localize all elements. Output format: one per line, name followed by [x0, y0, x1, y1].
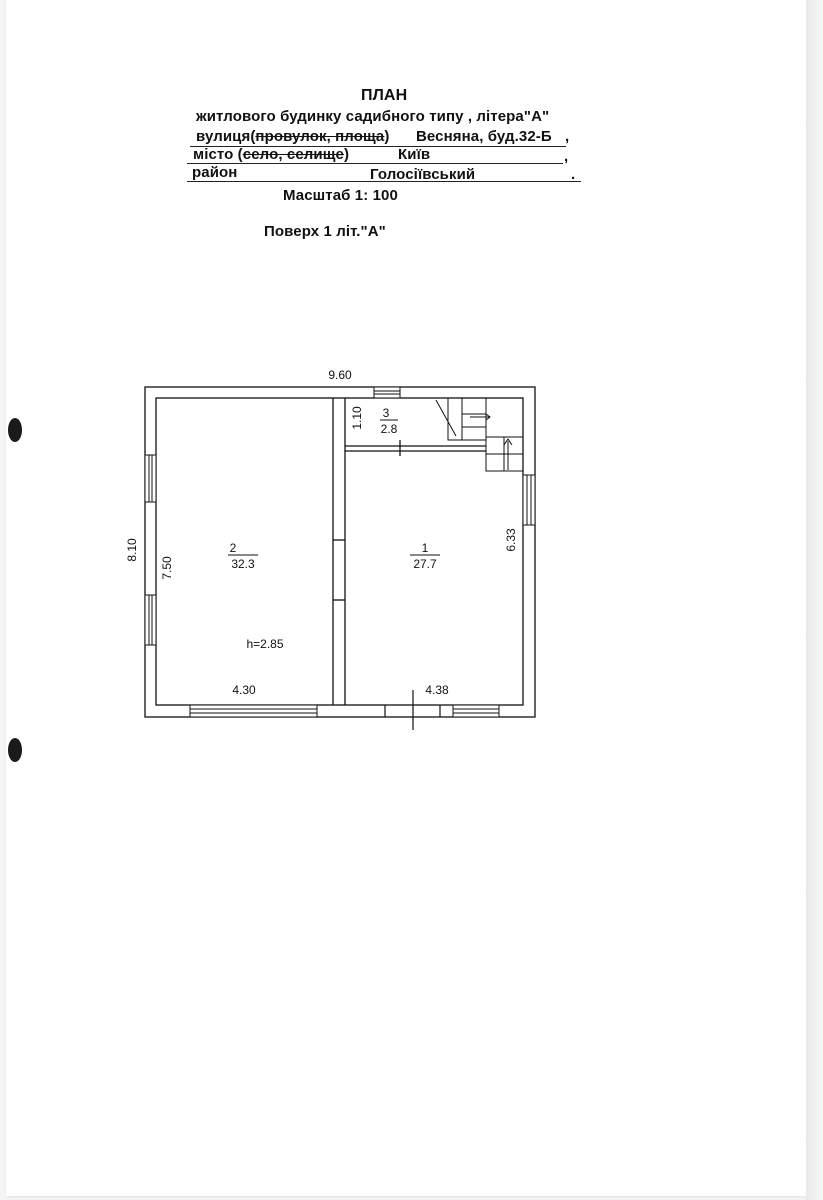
dim-bottom-right: 4.38 — [425, 683, 449, 697]
room-1-number: 1 — [421, 541, 429, 555]
dim-bottom-left: 4.30 — [232, 683, 256, 697]
room-3-number: 3 — [382, 406, 390, 420]
district-period: . — [571, 166, 576, 183]
room-3-area: 2.8 — [380, 422, 398, 436]
street-comma: , — [565, 128, 570, 145]
dim-left-inner: 7.50 — [160, 556, 174, 580]
street-prefix: вулиця( — [196, 128, 256, 145]
plan-title: ПЛАН — [361, 87, 408, 104]
dim-right: 6.33 — [504, 528, 518, 552]
district-label: район — [192, 164, 238, 181]
dim-top: 9.60 — [328, 368, 352, 382]
city-suffix: ) — [343, 146, 350, 163]
inner-wall — [156, 398, 523, 705]
building-type: житлового будинку садибного типу , літера"А" — [196, 108, 550, 125]
room-2-area: 32.3 — [231, 557, 255, 571]
city-prefix: місто ( — [193, 146, 243, 163]
ceiling-height: h=2.85 — [246, 637, 284, 651]
window-left-1 — [145, 455, 156, 502]
room-2-number: 2 — [229, 541, 237, 555]
floor-label: Поверх 1 літ."А" — [264, 223, 386, 240]
staircase — [436, 398, 523, 471]
window-bottom-left — [190, 705, 317, 717]
dim-left-outer: 8.10 — [125, 538, 139, 562]
street-value: Весняна, буд.32-Б — [416, 128, 552, 145]
windows — [145, 387, 535, 717]
outer-wall — [145, 387, 535, 717]
window-left-2 — [145, 595, 156, 645]
street-suffix: ) — [384, 128, 390, 145]
district-value: Голосіївський — [370, 166, 476, 183]
scale-label: Масштаб 1: 100 — [283, 187, 398, 204]
window-right — [523, 475, 535, 525]
window-bottom-right — [453, 705, 499, 717]
room-1-area: 27.7 — [413, 557, 437, 571]
city-value: Київ — [398, 146, 431, 163]
city-struck: село, селище — [242, 146, 344, 163]
city-comma: , — [564, 148, 569, 165]
street-struck: провулок, площа — [255, 128, 385, 145]
dim-room3-height: 1.10 — [350, 406, 364, 430]
window-top — [374, 387, 400, 398]
